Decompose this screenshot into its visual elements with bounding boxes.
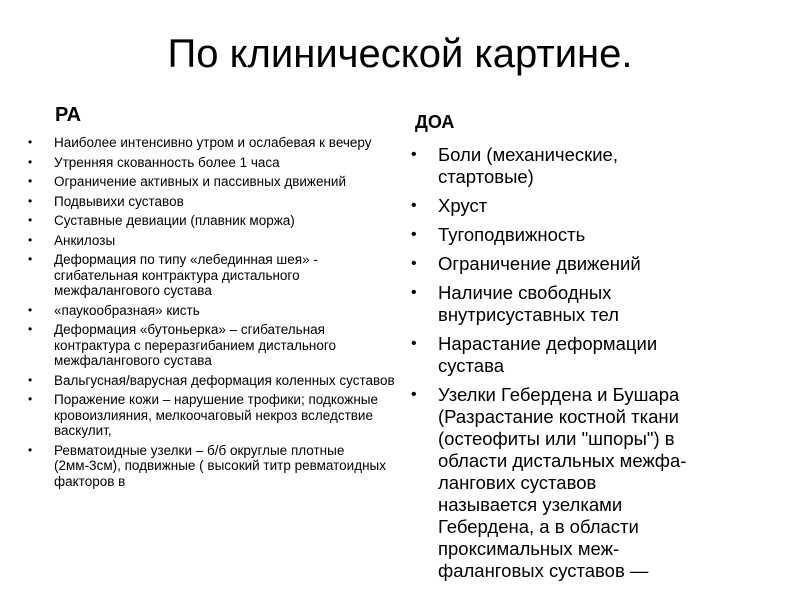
- list-item-text: Деформация по типу «лебединная шея» - сгибательная контрактура дистального межфалангового сустава: [54, 252, 318, 298]
- list-item: [407, 224, 697, 246]
- list-item: [22, 233, 397, 249]
- list-item: [22, 174, 397, 190]
- bullet-icon: •: [411, 284, 417, 301]
- bullet-icon: •: [28, 193, 33, 208]
- doa-list: [407, 144, 697, 589]
- list-item: [22, 194, 397, 210]
- list-item: [22, 155, 397, 171]
- list-item: [407, 144, 697, 188]
- bullet-icon: •: [28, 302, 33, 317]
- ra-list: [22, 135, 397, 493]
- list-item: [22, 373, 397, 389]
- bullet-icon: •: [28, 252, 33, 266]
- list-item: [22, 135, 397, 151]
- list-item-text: Утренняя скованность более 1 часа: [54, 154, 280, 170]
- list-item: [22, 303, 397, 319]
- bullet-icon: •: [28, 174, 33, 188]
- list-item-text: Нарастание деформации сустава: [438, 333, 658, 376]
- list-item-text: Тугоподвижность: [438, 224, 586, 245]
- list-item-text: Деформация «бутоньерка» – сгибательная контрактура с переразгибанием дистального межфалангового сустава: [54, 322, 337, 368]
- bullet-icon: •: [411, 226, 417, 243]
- bullet-icon: •: [411, 255, 417, 272]
- bullet-icon: •: [411, 386, 417, 403]
- list-item: [407, 333, 697, 377]
- list-item-text: Узелки Гебердена и Бушара (Разрастание костной ткани (остеофиты или "шпоры") в области дистальных межфа-лангових суставов называется узелками Гебердена, а в области проксимальных меж-фаланговых суставов —: [438, 384, 687, 581]
- list-item-text: Анкилозы: [54, 232, 116, 248]
- bullet-icon: •: [28, 135, 33, 149]
- list-item: [22, 252, 397, 299]
- list-item-text: «паукообразная» кисть: [54, 302, 200, 318]
- list-item-text: Наличие свободных внутрисуставных тел: [438, 282, 619, 325]
- bullet-icon: •: [411, 335, 417, 352]
- bullet-icon: •: [28, 213, 33, 227]
- list-item-text: Наиболее интенсивно утром и ослабевая к вечеру: [54, 135, 372, 150]
- bullet-icon: •: [411, 146, 417, 163]
- ra-heading: РА: [55, 104, 82, 126]
- list-item-text: Вальгусная/варусная деформация коленных суставов: [54, 372, 395, 388]
- list-item-text: Хруст: [438, 195, 488, 216]
- slide-title: По клинической картине.: [167, 32, 633, 76]
- list-item: [22, 392, 397, 439]
- list-item-text: Суставные девиации (плавник моржа): [54, 213, 295, 228]
- list-item: [22, 322, 397, 369]
- bullet-icon: •: [28, 442, 33, 457]
- list-item: [407, 384, 697, 582]
- list-item: [407, 282, 697, 326]
- list-item: [407, 195, 697, 217]
- list-item-text: Ревматоидные узелки – б/б округлые плотные (2мм-3см), подвижные ( высокий титр ревматоидных факторов в: [54, 442, 386, 489]
- list-item-text: Боли (механические, стартовые): [438, 144, 618, 187]
- bullet-icon: •: [28, 372, 33, 387]
- bullet-icon: •: [28, 154, 33, 169]
- list-item-text: Подвывихи суставов: [54, 193, 184, 209]
- list-item: [22, 213, 397, 229]
- bullet-icon: •: [28, 392, 33, 406]
- list-item: [22, 443, 397, 490]
- list-item-text: Поражение кожи – нарушение трофики; подкожные кровоизлияния, мелкоочаговый некроз вследствие васкулит,: [54, 392, 378, 438]
- bullet-icon: •: [28, 322, 33, 336]
- list-item: [407, 253, 697, 275]
- bullet-icon: •: [28, 232, 33, 247]
- list-item-text: Ограничение активных и пассивных движений: [54, 174, 347, 189]
- doa-heading: ДОА: [415, 112, 455, 132]
- bullet-icon: •: [411, 197, 417, 214]
- list-item-text: Ограничение движений: [438, 253, 641, 274]
